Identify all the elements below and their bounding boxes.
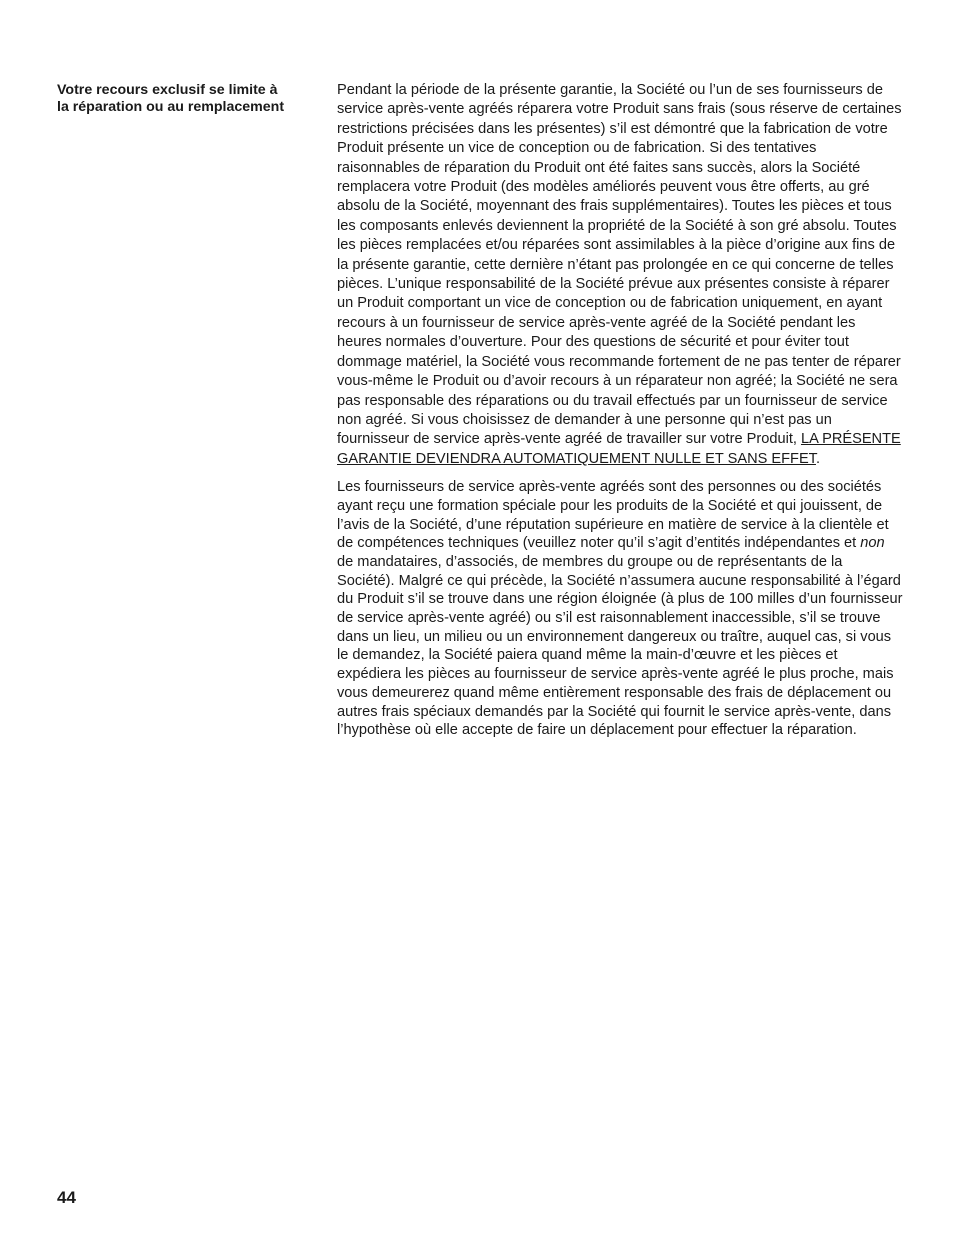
- section-heading-line-2: la réparation ou au remplacement: [57, 99, 285, 115]
- page-number: 44: [57, 1188, 76, 1207]
- paragraph-service-providers-text-1: Les fournisseurs de service après-vente agréés sont des personnes ou des sociétés ayant reçu une formation spéciale pour les produits de la Société et qui jouissent, de l’avis de la Société, d’une réputation supérieure en matière de service à la clientèle et de compétences techniques (veuillez noter qu’il s’agit d’entités indépendantes et: [337, 479, 889, 552]
- paragraph-repair-terms-text: Pendant la période de la présente garantie, la Société ou l’un de ses fournisseurs de service après-vente agréés réparera votre Produit sans frais (sous réserve de certaines restrictions précisées dans les présentes) s’il est démontré que la fabrication de votre Produit présente un vice de conception ou de fabrication. Si des tentatives raisonnables de réparation du Produit ont été faites sans succès, alors la Société remplacera votre Produit (des modèles améliorés peuvent vous être offerts, au gré absolu de la Société, moyennant des frais supplémentaires). Toutes les pièces et tous les composants enlevés deviennent la propriété de la Société à son gré absolu. Toutes les pièces remplacées et/ou réparées sont assimilables à la pièce d’origine aux fins de la présente garantie, cette dernière n’étant pas prolongée en ce qui concerne de telles pièces. L’unique responsabilité de la Société prévue aux présentes consiste à réparer un Produit comportant un vice de conception ou de fabrication uniquement, en ayant recours à un fournisseur de service après-vente agréé de la Société pendant les heures normales d’ouverture. Pour des questions de sécurité et pour éviter tout dommage matériel, la Société vous recommande fortement de ne pas tenter de réparer vous-même le Produit ou d’avoir recours à un réparateur non agréé; la Société ne sera pas responsable des réparations ou du travail effectués par un fournisseur de service non agréé. Si vous choisissez de demander à une personne qui n’est pas un fournisseur de service après-vente agréé de travailler sur votre Produit,: [337, 82, 902, 448]
- void-warranty-notice: LA PRÉSENTE GARANTIE DEVIENDRA AUTOMATIQUEMENT NULLE ET SANS EFFET: [337, 431, 901, 467]
- section-heading: [57, 82, 319, 116]
- paragraph-repair-terms-end: .: [815, 450, 821, 467]
- body-text-column: [337, 81, 903, 740]
- paragraph-service-providers: [337, 478, 903, 740]
- paragraph-repair-terms: [337, 81, 903, 469]
- section-heading-line-1: Votre recours exclusif se limite à: [57, 82, 278, 98]
- emphasis-non: non: [860, 535, 885, 552]
- paragraph-service-providers-text-2: de mandataires, d’associés, de membres du groupe ou de représentants de la Société). Malgré ce qui précède, la Société n’assumera aucune responsabilité à l’égard du Produit s’il se trouve dans une région éloignée (à plus de 100 milles d’un fournisseur de service après-vente agréé) ou s’il est raisonnablement inaccessible, s’il se trouve dans un lieu, un milieu ou un environnement dangereux ou traître, auquel cas, si vous le demandez, la Société paiera quand même la main-d’œuvre et les pièces et expédiera les pièces au fournisseur de service après-vente agréé le plus proche, mais vous demeurerez quand même entièrement responsable des frais de déplacement ou autres frais spéciaux demandés par la Société qui fournit le service après-vente, dans l’hypothèse où elle accepte de faire un déplacement pour effectuer la réparation.: [337, 553, 903, 739]
